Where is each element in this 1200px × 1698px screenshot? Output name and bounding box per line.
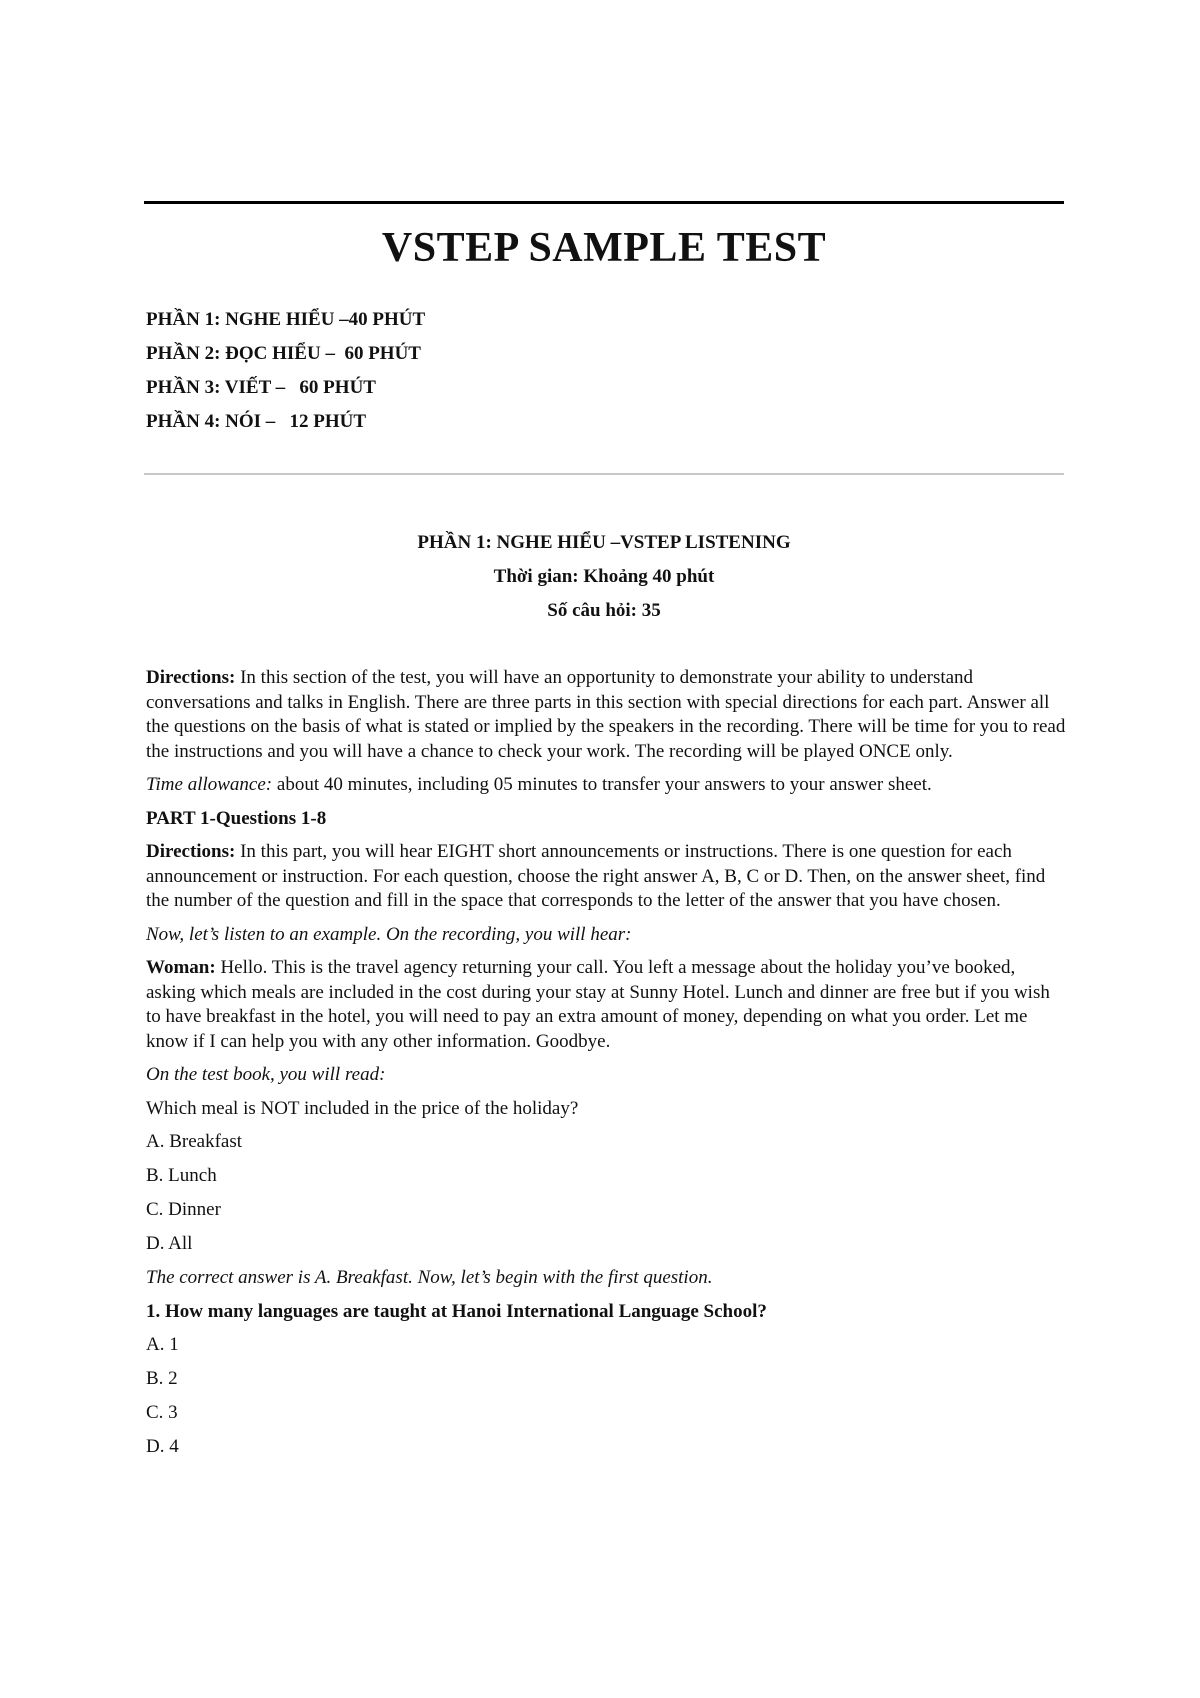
test-book-intro: On the test book, you will read: bbox=[146, 1064, 386, 1085]
example-option: B. Lunch bbox=[146, 1165, 217, 1186]
directions-paragraph bbox=[146, 666, 1066, 764]
section-heading: PHẦN 1: NGHE HIỂU –VSTEP LISTENING bbox=[417, 532, 791, 553]
section-header bbox=[144, 526, 1064, 628]
part-line: PHẦN 1: NGHE HIỂU –40 PHÚT bbox=[146, 309, 426, 330]
part1-directions-label: Directions: bbox=[146, 841, 236, 862]
part1-directions-text: In this part, you will hear EIGHT short announcements or instructions. There is one question for each announcement or instruction. For each question, choose the right answer A, B, C or D. Then, on the answer sheet, find the number of the question and fill in the space that corresponds to the letter of the answer that you have chosen. bbox=[146, 841, 1046, 911]
example-question: Which meal is NOT included in the price of the holiday? bbox=[146, 1097, 579, 1119]
example-intro: Now, let’s listen to an example. On the recording, you will hear: bbox=[146, 923, 632, 945]
section-time: Thời gian: Khoảng 40 phút bbox=[493, 566, 715, 587]
part-line: PHẦN 4: NÓI – 12 PHÚT bbox=[146, 411, 367, 432]
part1-directions-paragraph bbox=[146, 840, 1066, 914]
question-1-option: A. 1 bbox=[146, 1334, 179, 1355]
directions-label: Directions: bbox=[146, 667, 236, 688]
question-1-option: D. 4 bbox=[146, 1436, 179, 1457]
question-1-option: B. 2 bbox=[146, 1368, 178, 1389]
page-title: VSTEP SAMPLE TEST bbox=[381, 225, 827, 271]
time-allowance-paragraph bbox=[146, 773, 1066, 798]
parts-list bbox=[146, 303, 1046, 439]
top-rule bbox=[144, 201, 1064, 204]
time-allowance-text: about 40 minutes, including 05 minutes to transfer your answers to your answer sheet. bbox=[272, 774, 932, 795]
section-question-count: Số câu hỏi: 35 bbox=[547, 600, 661, 621]
correct-answer-note: The correct answer is A. Breakfast. Now, let’s begin with the first question. bbox=[146, 1267, 713, 1288]
section-divider bbox=[144, 473, 1064, 475]
part1-heading: PART 1-Questions 1-8 bbox=[146, 807, 327, 829]
question-1-option: C. 3 bbox=[146, 1402, 178, 1423]
part-line: PHẦN 2: ĐỌC HIỂU – 60 PHÚT bbox=[146, 343, 421, 364]
part-line: PHẦN 3: VIẾT – 60 PHÚT bbox=[146, 377, 376, 398]
question-1: 1. How many languages are taught at Hanoi International Language School? bbox=[146, 1300, 767, 1322]
example-option: C. Dinner bbox=[146, 1199, 221, 1220]
example-option: D. All bbox=[146, 1233, 193, 1254]
speaker-label: Woman: bbox=[146, 957, 216, 978]
speaker-paragraph bbox=[146, 956, 1066, 1054]
example-option: A. Breakfast bbox=[146, 1131, 243, 1152]
directions-text: In this section of the test, you will have an opportunity to demonstrate your ability to understand conversations and talks in English. There are three parts in this section with special directions for each part. Answer all the questions on the basis of what is stated or implied by the speakers in the recording. There will be time for you to read the instructions and you will have a chance to check your work. The recording will be played ONCE only. bbox=[146, 667, 1066, 762]
time-allowance-label: Time allowance: bbox=[146, 774, 273, 795]
section-body bbox=[146, 666, 1066, 1469]
speaker-text: Hello. This is the travel agency returning your call. You left a message about the holiday you’ve booked, asking which meals are included in the cost during your stay at Sunny Hotel. Lunch and dinner are free but if you wish to have breakfast in the hotel, you will need to pay an extra amount of money, depending on what you order. Let me know if I can help you with any other information. Goodbye. bbox=[146, 957, 1050, 1052]
